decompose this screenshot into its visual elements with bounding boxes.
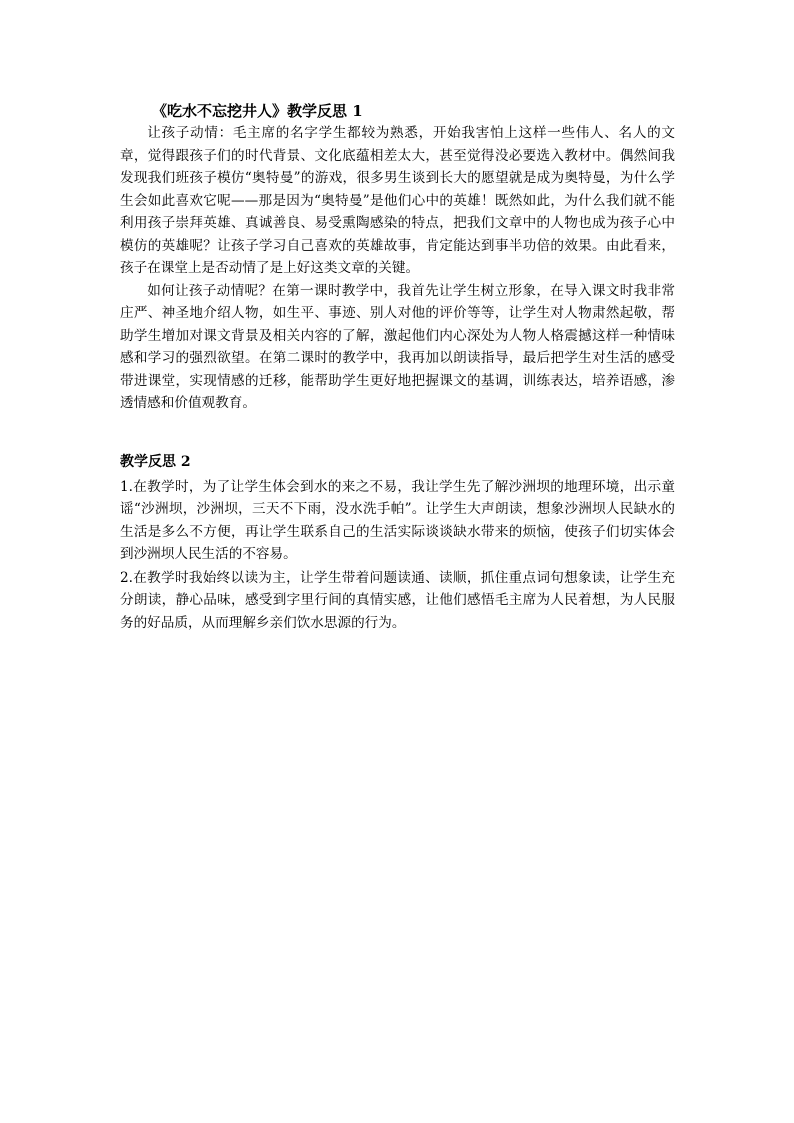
section2-title: 教学反思 2 — [120, 453, 191, 470]
reflection1-paragraph-1: 让孩子动情：毛主席的名字学生都较为熟悉，开始我害怕上这样一些伟人、名人的文章，觉得跟孩子们的时代背景、文化底蕴相差太大，甚至觉得没必要选入教材中。偶然间我发现我们班孩子模仿“奥特曼”的游戏，很多男生谈到长大的愿望就是成为奥特曼，为什么学生会如此喜欢它呢——那是因为“奥特曼”是他们心中的英雄！既然如此，为什么我们就不能利用孩子崇拜英雄、真诚善良、易受熏陶感染的特点，把我们文章中的人物也成为孩子心中模仿的英雄呢？让孩子学习自己喜欢的英雄故事，肯定能达到事半功倍的效果。由此看来，孩子在课堂上是否动情了是上好这类文章的关键。 — [120, 125, 675, 276]
document-body — [120, 100, 675, 635]
document-title: 《吃水不忘挖井人》教学反思 1 — [152, 102, 363, 120]
reflection1-paragraph-2: 如何让孩子动情呢？在第一课时教学中，我首先让学生树立形象，在导入课文时我非常庄严、神圣地介绍人物，如生平、事迹、别人对他的评价等等，让学生对人物肃然起敬，帮助学生增加对课文背景及相关内容的了解，激起他们内心深处为人物人格震撼这样一种情味感和学习的强烈欲望。在第二课时的教学中，我再加以朗读指导，最后把学生对生活的感受带进课堂，实现情感的迁移，能帮助学生更好地把握课文的基调，训练表达，培养语感，渗透情感和价值观教育。 — [120, 282, 675, 411]
section-spacer — [120, 415, 675, 451]
section2-item-1: 1.在教学时，为了让学生体会到水的来之不易，我让学生先了解沙洲坝的地理环境，出示童谣“沙洲坝，沙洲坝，三天不下雨，没水洗手帕”。让学生大声朗读，想象沙洲坝人民缺水的生活是多么不方便，再让学生联系自己的生活实际谈谈缺水带来的烦恼，使孩子们切实体会到沙洲坝人民生活的不容易。 — [120, 478, 675, 562]
section2-item-2: 2.在教学时我始终以读为主，让学生带着问题读通、读顺，抓住重点词句想象读，让学生充分朗读，静心品味，感受到字里行间的真情实感，让他们感悟毛主席为人民着想，为人民服务的好品质，从而理解乡亲们饮水思源的行为。 — [120, 569, 675, 631]
